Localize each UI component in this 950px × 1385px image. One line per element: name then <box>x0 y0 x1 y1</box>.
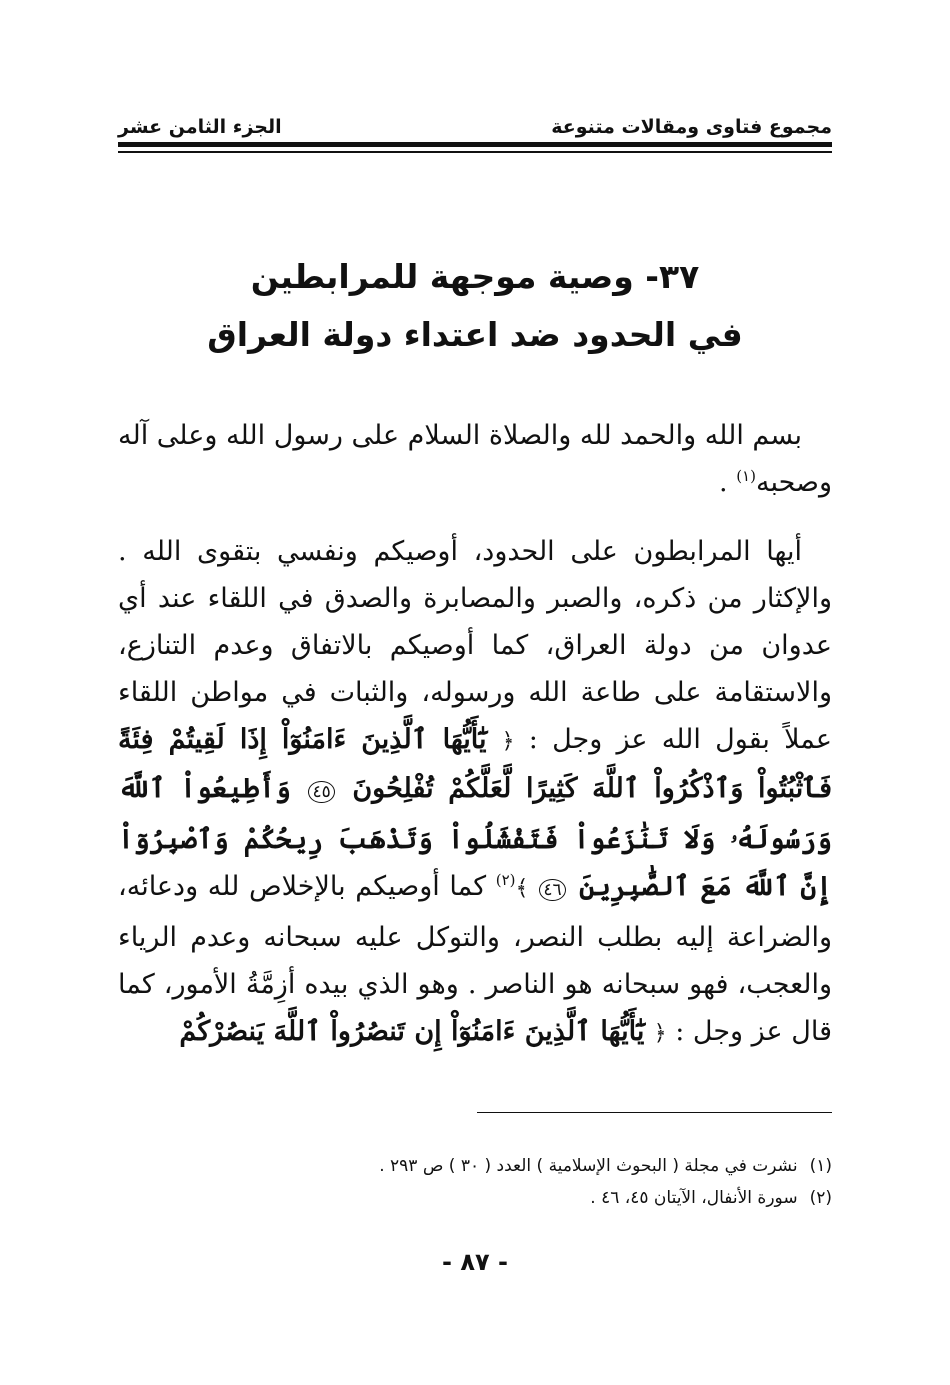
article-title <box>118 248 832 364</box>
title-line-2: في الحدود ضد اعتداء دولة العراق <box>207 315 743 354</box>
quran-bracket-close: ﴾ <box>515 876 537 901</box>
ayah-marker-45: ٤٥ <box>308 781 334 803</box>
footnote-1-number: (١) <box>809 1156 832 1176</box>
footnote-ref-1: (١) <box>736 467 756 485</box>
page-number: - ٨٧ - <box>442 1248 508 1276</box>
paragraph-1 <box>118 412 832 506</box>
footnote-1 <box>118 1150 832 1182</box>
paragraph-2-text-a: أيها المرابطون على الحدود، أوصيكم ونفسي بتقوى الله . والإكثار من ذكره، والصبر والمصابرة والصدق في اللقاء عند أي عدوان من دولة العراق، كما أوصيكم بالاتفاق وعدم التنازع، والاستقامة على طاعة الله ورسوله، والثبات في مواطن اللقاء عملاً بقول الله عز وجل : <box>118 536 832 755</box>
quran-bracket-open: ﴿ <box>501 729 515 754</box>
footnote-1-text: نشرت في مجلة ( البحوث الإسلامية ) العدد ( ٣٠ ) ص ٢٩٣ . <box>379 1156 798 1176</box>
article-body <box>118 412 832 1057</box>
footnote-2-text: سورة الأنفال، الآيتان ٤٥، ٤٦ . <box>590 1188 798 1208</box>
paragraph-1-end: . <box>719 467 737 498</box>
book-title: مجموع فتاوى ومقالات متنوعة <box>551 116 832 138</box>
paragraph-1-text: بسم الله والحمد لله والصلاة السلام على رسول الله وعلى آله وصحبه <box>118 420 832 498</box>
footnote-2 <box>118 1182 832 1214</box>
paragraph-2 <box>118 528 832 1057</box>
footnote-2-number: (٢) <box>809 1188 832 1208</box>
quran-bracket-open-2: ﴿ <box>653 1021 667 1046</box>
quran-verse-3: يَٰٓأَيُّهَا ٱلَّذِينَ ءَامَنُوٓاْ إِن تَنصُرُواْ ٱللَّهَ يَنصُرْكُمْ <box>179 1016 654 1047</box>
header-rule-thin <box>118 151 832 153</box>
paragraph-2-text-b: كما أوصيكم بالإخلاص لله ودعائه، والضراعة إليه بطلب النصر، والتوكل عليه سبحانه وعدم الرياء والعجب، فهو سبحانه هو الناصر . وهو الذي بيده أزِمَّةُ الأمور، كما قال عز وجل : <box>118 871 832 1047</box>
footnote-rule <box>477 1112 832 1113</box>
quran-verse-1: يَٰٓأَيُّهَا ٱلَّذِينَ ءَامَنُوٓاْ إِذَا لَقِيتُمْ فِئَةً فَٱثْبُتُواْ وَٱذْكُرُواْ ٱللَّهَ كَثِيرًا لَّعَلَّكُمْ تُفْلِحُونَ <box>118 724 832 804</box>
ayah-marker-46: ٤٦ <box>539 879 565 901</box>
quran-verse-2: وَأَطِيعُواْ ٱللَّهَ وَرَسُولَهُۥ وَلَا تَنَٰزَعُواْ فَتَفْشَلُواْ وَتَذْهَبَ رِيحُكُمْ وَٱصْبِرُوٓاْ إِنَّ ٱللَّهَ مَعَ ٱلصَّٰبِرِينَ <box>118 773 832 902</box>
title-line-1: ٣٧- وصية موجهة للمرابطين <box>250 257 700 296</box>
header-rule-thick <box>118 142 832 147</box>
volume-label: الجزء الثامن عشر <box>118 116 282 138</box>
footnote-ref-2: (٢) <box>495 871 516 889</box>
footnotes <box>118 1150 832 1214</box>
running-header <box>118 108 832 138</box>
